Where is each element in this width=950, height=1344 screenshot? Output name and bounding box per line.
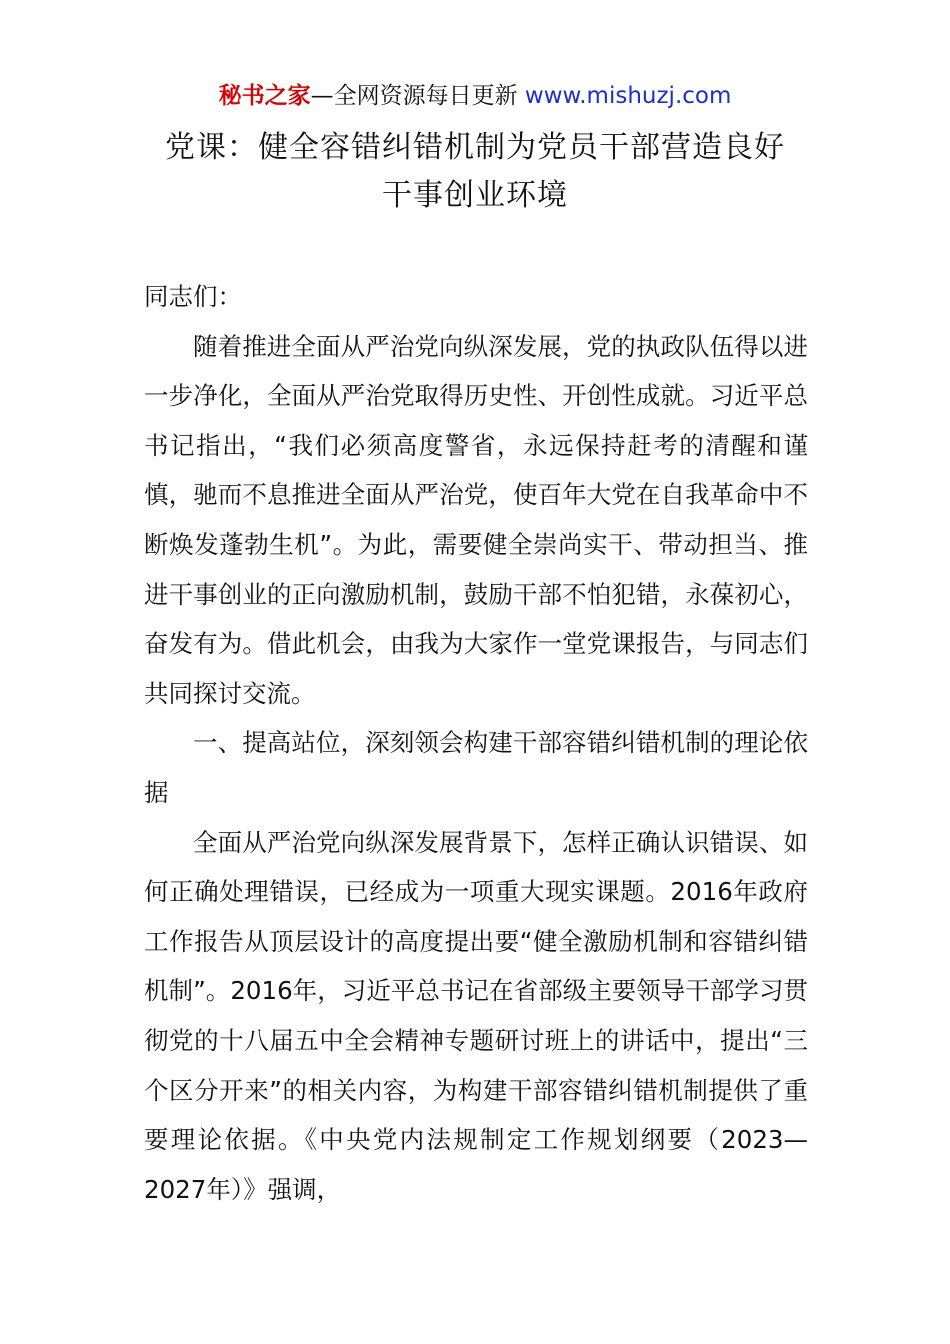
paragraph-section-1: 全面从严治党向纵深发展背景下，怎样正确认识错误、如何正确处理错误，已经成为一项重大现实课题。2016年政府工作报告从顶层设计的高度提出要“健全激励机制和容错纠错机制”。2016年，习近平总书记在省部级主要领导干部学习贯彻党的十八届五中全会精神专题研讨班上的讲话中，提出“三个区分开来”的相关内容，为构建干部容错纠错机制提供了重要理论依据。《中央党内法规制定工作规划纲要（2023—2027年）》强调，	[144, 827, 808, 1204]
section-heading-1: 一、提高站位，深刻领会构建干部容错纠错机制的理论依据	[144, 728, 808, 807]
site-brand: 秘书之家	[218, 83, 311, 109]
title-line-2: 干事创业环境	[382, 178, 568, 213]
title-line-1: 党课：健全容错纠错机制为党员干部营造良好	[165, 130, 785, 165]
site-header	[0, 80, 950, 112]
document-body	[144, 272, 808, 1214]
salutation: 同志们：	[144, 282, 242, 311]
site-tagline: —全网资源每日更新	[310, 83, 525, 109]
site-url-link[interactable]: www.mishuzj.com	[524, 83, 732, 109]
document-title	[100, 124, 850, 220]
paragraph-intro: 随着推进全面从严治党向纵深发展，党的执政队伍得以进一步净化，全面从严治党取得历史性、开创性成就。习近平总书记指出，“我们必须高度警省，永远保持赶考的清醒和谨慎，驰而不息推进全面从严治党，使百年大党在自我革命中不断焕发蓬勃生机”。为此，需要健全崇尚实干、带动担当、推进干事创业的正向激励机制，鼓励干部不怕犯错，永葆初心，奋发有为。借此机会，由我为大家作一堂党课报告，与同志们共同探讨交流。	[144, 331, 808, 708]
